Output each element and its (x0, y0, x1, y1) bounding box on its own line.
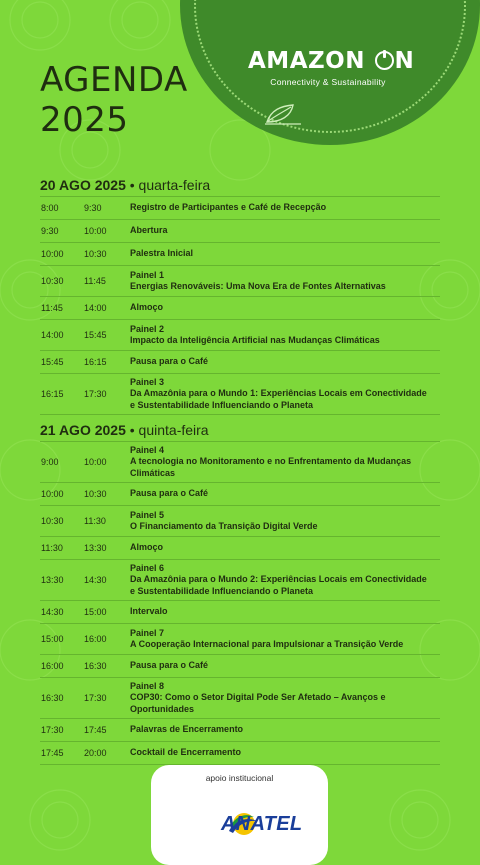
session-description (130, 302, 440, 314)
session-text-line: A Cooperação Internacional para Impulsionar a Transição Verde (130, 639, 404, 649)
session-description (130, 563, 440, 598)
end-time: 9:30 (84, 203, 102, 213)
schedule-row (40, 624, 440, 655)
start-time: 14:30 (41, 607, 64, 617)
end-time: 13:30 (84, 543, 107, 553)
start-time: 11:45 (41, 303, 63, 313)
session-description (130, 270, 440, 293)
session-description (130, 542, 440, 554)
session-text-line: Pausa para o Café (130, 660, 209, 671)
end-time: 11:30 (84, 516, 106, 526)
end-time: 15:45 (84, 330, 107, 340)
session-text-line: Painel 3 (130, 376, 165, 387)
session-description (130, 248, 440, 260)
logo-tagline: Connectivity & Sustainability (270, 77, 386, 87)
start-time: 10:00 (41, 489, 64, 499)
amazon-on-logo (248, 48, 415, 98)
session-text-line: Painel 1 (130, 269, 165, 280)
session-description (130, 202, 440, 214)
session-text-line: Oportunidades (130, 703, 195, 714)
start-time: 10:30 (41, 276, 64, 286)
start-time: 15:00 (41, 634, 64, 644)
start-time: 10:30 (41, 516, 64, 526)
schedule-row (40, 320, 440, 351)
start-time: 8:00 (41, 203, 59, 213)
start-time: 10:00 (41, 249, 64, 259)
end-time: 10:30 (84, 489, 107, 499)
session-description (130, 606, 440, 618)
end-time: 14:00 (84, 303, 107, 313)
day-section (40, 419, 440, 765)
session-text-line: Palestra Inicial (130, 248, 194, 259)
end-time: 10:30 (84, 249, 107, 259)
session-text-line: Abertura (130, 225, 168, 236)
end-time: 10:00 (84, 457, 107, 467)
end-time: 17:30 (84, 389, 107, 399)
start-time: 9:00 (41, 457, 59, 467)
session-text-line: Painel 5 (130, 509, 165, 520)
session-text-line: Pausa para o Café (130, 488, 209, 499)
end-time: 17:45 (84, 725, 107, 735)
page-title (40, 60, 188, 140)
session-text-line: Da Amazônia para o Mundo 1: Experiências Locais em Conectividade (130, 388, 427, 399)
session-description (130, 377, 440, 412)
session-description (130, 356, 440, 368)
power-icon (375, 51, 394, 70)
end-time: 20:00 (84, 748, 107, 758)
logo-wordmark: AMAZON N (248, 48, 415, 74)
session-text-line: Almoço (130, 302, 164, 313)
title-line-1: AGENDA (40, 60, 188, 100)
session-description (130, 660, 440, 672)
session-text-line: COP30: Como o Setor Digital Pode Ser Afetado – Avanços e (130, 692, 386, 703)
anatel-wordmark: ANATEL (221, 813, 303, 835)
session-description (130, 324, 440, 347)
start-time: 9:30 (41, 226, 59, 236)
end-time: 17:30 (84, 693, 107, 703)
schedule-row (40, 506, 440, 537)
schedule-row (40, 442, 440, 483)
session-description (130, 681, 440, 716)
start-time: 15:45 (41, 357, 64, 367)
day-header: 20 AGO 2025 • quarta-feira (40, 174, 440, 197)
schedule-row (40, 266, 440, 297)
leaf-icon (263, 100, 303, 126)
day-section (40, 174, 440, 415)
schedule-row (40, 197, 440, 220)
session-description (130, 628, 440, 651)
session-text-line: e Sustentabilidade Influenciando o Planeta (130, 585, 314, 596)
start-time: 17:45 (41, 748, 64, 758)
session-text-line: e Sustentabilidade Influenciando o Planeta (130, 399, 314, 410)
schedule-row (40, 220, 440, 243)
session-text-line: Pausa para o Café (130, 356, 209, 367)
schedule-row (40, 719, 440, 742)
end-time: 16:00 (84, 634, 107, 644)
title-line-2: 2025 (40, 100, 129, 140)
start-time: 11:30 (41, 543, 63, 553)
session-text-line: Cocktail de Encerramento (130, 747, 242, 758)
end-time: 16:15 (84, 357, 107, 367)
start-time: 14:00 (41, 330, 64, 340)
start-time: 13:30 (41, 575, 64, 585)
session-text-line: Painel 7 (130, 627, 165, 638)
session-text-line: Painel 2 (130, 323, 165, 334)
session-text-line: Registro de Participantes e Café de Recepção (130, 202, 327, 213)
session-description (130, 488, 440, 500)
schedule-row (40, 374, 440, 415)
start-time: 17:30 (41, 725, 64, 735)
session-text-line: Energias Renováveis: Uma Nova Era de Fontes Alternativas (130, 281, 386, 291)
schedule-row (40, 483, 440, 506)
schedule-list (40, 197, 440, 415)
schedule-row (40, 243, 440, 266)
schedule-row (40, 351, 440, 374)
session-text-line: Da Amazônia para o Mundo 2: Experiências Locais em Conectividade (130, 574, 427, 585)
start-time: 16:00 (41, 661, 64, 671)
schedule-row (40, 601, 440, 624)
schedule-row (40, 560, 440, 601)
schedule-row (40, 655, 440, 678)
session-text-line: O Financiamento da Transição Digital Verde (130, 521, 318, 531)
end-time: 14:30 (84, 575, 107, 585)
session-description (130, 747, 440, 759)
session-description (130, 225, 440, 237)
start-time: 16:30 (41, 693, 64, 703)
support-label: apoio institucional (205, 773, 274, 783)
session-text-line: Painel 4 (130, 444, 165, 455)
session-text-line: Painel 6 (130, 562, 165, 573)
end-time: 15:00 (84, 607, 107, 617)
support-card (151, 765, 328, 865)
end-time: 16:30 (84, 661, 107, 671)
schedule-row (40, 678, 440, 719)
day-header: 21 AGO 2025 • quinta-feira (40, 419, 440, 442)
session-text-line: Intervalo (130, 606, 168, 617)
session-text-line: Painel 8 (130, 680, 165, 691)
start-time: 16:15 (41, 389, 64, 399)
session-text-line: Palavras de Encerramento (130, 724, 244, 735)
session-text-line: Impacto da Inteligência Artificial nas Mudanças Climáticas (130, 335, 380, 345)
end-time: 11:45 (84, 276, 106, 286)
schedule-list (40, 442, 440, 765)
session-description (130, 724, 440, 736)
end-time: 10:00 (84, 226, 107, 236)
session-text-line: A tecnologia no Monitoramento e no Enfrentamento da Mudanças (130, 456, 412, 467)
schedule-row (40, 297, 440, 320)
session-description (130, 445, 440, 480)
session-text-line: Almoço (130, 542, 164, 553)
session-description (130, 510, 440, 533)
anatel-logo (188, 811, 303, 837)
schedule-row (40, 742, 440, 765)
session-text-line: Climáticas (130, 467, 176, 478)
schedule-row (40, 537, 440, 560)
